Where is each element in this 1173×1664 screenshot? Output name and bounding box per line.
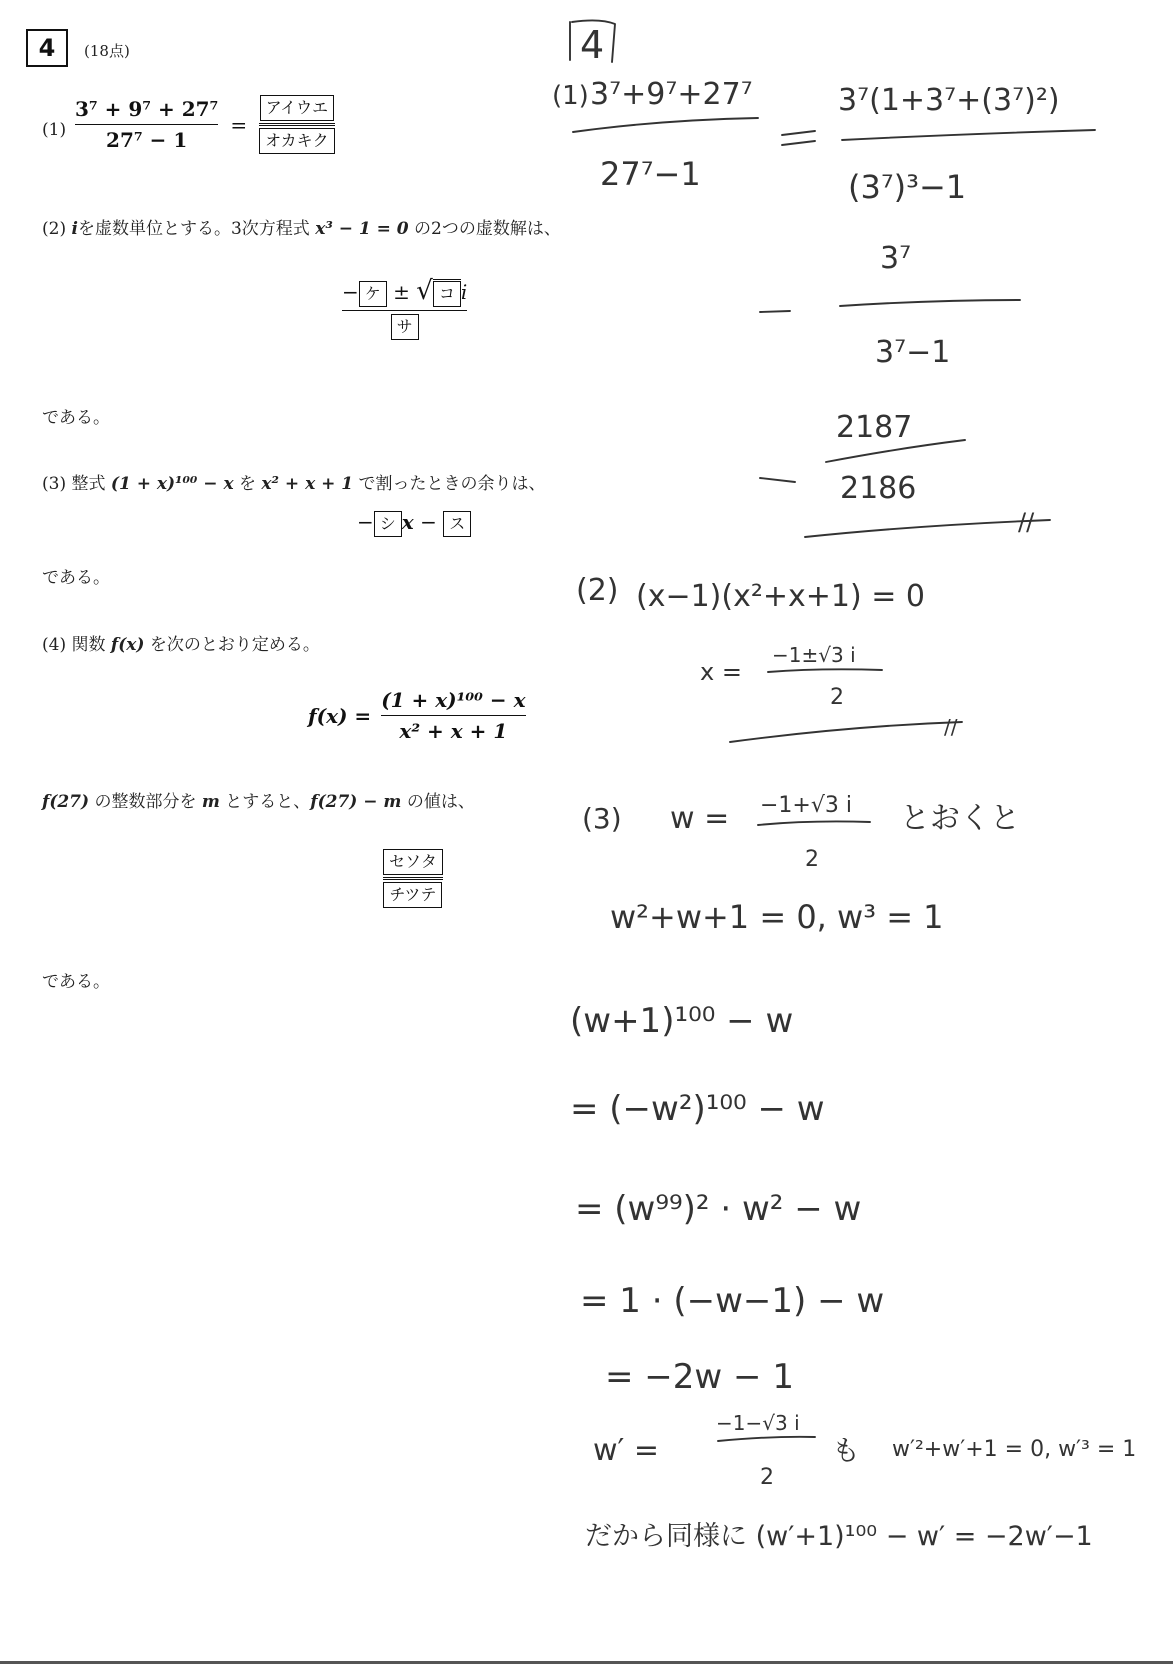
q3-answer: − シ x − ス (357, 510, 471, 537)
hw-q1-rhs-num: 3⁷(1+3⁷+(3⁷)²) (838, 83, 1060, 118)
q2-tail: である。 (42, 408, 110, 428)
q2-text-c: の2つの虚数解は、 (414, 219, 561, 239)
hw-q2-bar (768, 669, 882, 672)
hw-q3-wp-num: −1−√3 i (716, 1411, 800, 1435)
hw-q3-w-num: −1+√3 i (760, 793, 852, 818)
hw-q1-rhs-bar (842, 130, 1095, 140)
hw-q2-underline (730, 722, 962, 742)
q2-box-sa: サ (391, 314, 419, 340)
hw-q3-wp-rel: w′²+w′+1 = 0, w′³ = 1 (892, 1437, 1137, 1462)
q4-answer-top: セソタ (383, 849, 443, 875)
q1-label: (1) (42, 120, 67, 140)
hw-q3-mo: も (832, 1434, 861, 1467)
q4-def-num: (1 + x)¹⁰⁰ − x (381, 688, 526, 712)
hw-step3-num: 2187 (836, 410, 913, 445)
hw-q1-mark: // (1018, 508, 1035, 536)
points-label: (18点) (84, 42, 130, 60)
hw-step2-num: 3⁷ (880, 241, 912, 276)
hw-q3-wp-bar (718, 1437, 815, 1441)
q4-text-a: 関数 (71, 635, 106, 655)
q4-text-b: を次のとおり定める。 (149, 635, 320, 655)
q4-f27: f(27) (42, 792, 90, 812)
hw-q2-den: 2 (830, 685, 844, 710)
hw-q2-eq: (x−1)(x²+x+1) = 0 (636, 579, 925, 614)
hw-q3-s1: (w+1)¹⁰⁰ − w (570, 1001, 794, 1041)
hw-q3-s3: = (w⁹⁹)² · w² − w (575, 1189, 862, 1229)
hw-q2-label: (2) (576, 573, 619, 608)
hw-step2-bar (840, 300, 1020, 306)
q3-tail: である。 (42, 568, 110, 588)
q4-def-lhs: f(x) = (308, 703, 372, 728)
hw-q3-w: w = (670, 801, 730, 836)
hw-step2-den: 3⁷−1 (875, 335, 951, 370)
hw-q3-wp: w′ = (593, 1433, 660, 1468)
hw-q1-label: (1) (552, 81, 589, 111)
hw-q3-w-bar (758, 821, 870, 825)
q2-box-ke: ケ (359, 281, 387, 307)
hw-q3-okuto: とおくと (900, 801, 1020, 836)
hw-q3-s2: = (−w²)¹⁰⁰ − w (570, 1089, 825, 1129)
hw-q1-rhs-den: (3⁷)³−1 (848, 168, 967, 206)
hw-q3-s4: = 1 · (−w−1) − w (580, 1281, 885, 1321)
hw-q3-rel: w²+w+1 = 0, w³ = 1 (610, 898, 944, 936)
hw-q1-equals (782, 131, 815, 145)
q2-box-ko: コ (433, 281, 461, 307)
q1-answer-top: アイウエ (260, 95, 335, 121)
q4-m: m (201, 792, 220, 812)
hw-heading: 4 (580, 23, 605, 67)
q4-answer-bottom: チツテ (383, 882, 442, 908)
hw-step3-den: 2186 (840, 471, 917, 506)
hw-q1-bar (573, 118, 758, 132)
q2-imag-unit: i (71, 219, 78, 239)
q3-box-su: ス (443, 511, 471, 537)
q4-line2-e: の値は、 (406, 792, 475, 812)
hw-q1-den: 27⁷−1 (600, 155, 701, 193)
q4-label: (4) (42, 635, 67, 655)
q3-label: (3) (42, 474, 67, 494)
hw-q2-x: x = (700, 658, 742, 686)
q4-fx: f(x) (110, 635, 145, 655)
q4-def-den: x² + x + 1 (399, 719, 508, 743)
q4-line2-c: とすると、 (225, 792, 311, 812)
q1-equals: = (230, 112, 248, 137)
q2-equation: x³ − 1 = 0 (315, 219, 409, 239)
hw-q3-wp-den: 2 (760, 1465, 774, 1490)
hw-q1-num: 3⁷+9⁷+27⁷ (590, 77, 753, 112)
problem-number: 4 (38, 34, 56, 62)
q3-text-c: で割ったときの余りは、 (358, 474, 546, 494)
q3-divisor: x² + x + 1 (261, 474, 354, 494)
q3-box-shi: シ (374, 511, 402, 537)
q3-poly: (1 + x)¹⁰⁰ − x (110, 474, 234, 494)
hw-q1-underline (805, 520, 1050, 537)
hw-q2-num: −1±√3 i (772, 643, 856, 667)
hw-step3-eq (760, 478, 795, 482)
hw-step2-eq (760, 311, 790, 312)
q1-numerator: 3⁷ + 9⁷ + 27⁷ (75, 97, 219, 121)
q3-text-a: 整式 (71, 474, 106, 494)
hw-q3-s5: = −2w − 1 (605, 1357, 794, 1397)
q2-text-b: を虚数単位とする。3次方程式 (77, 219, 310, 239)
q1-answer-bottom: オカキク (259, 128, 335, 154)
q1-denominator: 27⁷ − 1 (106, 128, 188, 152)
q2-label: (2) (42, 219, 67, 239)
hw-q3-last: だから同様に (w′+1)¹⁰⁰ − w′ = −2w′−1 (585, 1521, 1093, 1552)
q4-tail: である。 (42, 972, 110, 992)
hw-q2-mark: // (944, 715, 958, 739)
q3-text-b: を (239, 474, 256, 494)
q2-answer-numerator: − ケ ± √ コ i (342, 276, 468, 306)
q4-f27-minus-m: f(27) − m (310, 792, 402, 812)
hw-q3-label: (3) (582, 802, 622, 835)
hw-q3-w-den: 2 (805, 847, 819, 872)
q4-line2-b: の整数部分を (94, 792, 197, 812)
